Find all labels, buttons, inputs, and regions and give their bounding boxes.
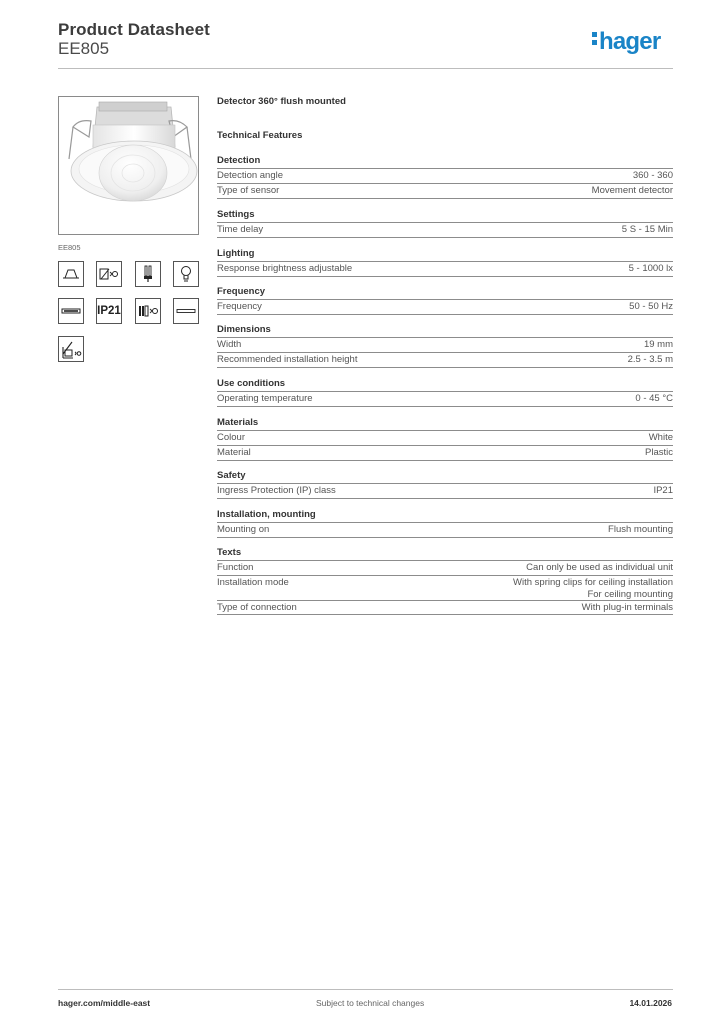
row-label: Mounting on: [217, 524, 270, 535]
table-row: [217, 600, 673, 615]
row-value: White: [648, 432, 673, 443]
technical-features-heading: Technical Features: [217, 130, 303, 141]
row-label: Ingress Protection (IP) class: [217, 485, 336, 496]
section-detection: Detection: [217, 155, 261, 166]
row-divider: [217, 460, 673, 461]
row-divider: [217, 237, 673, 238]
ceiling-mount-icon: [58, 261, 84, 287]
brand-name: hager: [599, 28, 661, 55]
row-value: Can only be used as individual unit: [526, 562, 673, 573]
section-safety: Safety: [217, 470, 246, 481]
row-value: 5 S - 15 Min: [621, 224, 673, 235]
table-row: [217, 483, 673, 499]
row-value: Movement detector: [591, 185, 673, 196]
section-texts: Texts: [217, 547, 242, 558]
row-label: Width: [217, 339, 242, 350]
motion-detector-image: [59, 97, 198, 234]
light-bulb-icon: [173, 261, 199, 287]
row-divider: [217, 198, 673, 199]
footer-date: 14.01.2026: [629, 998, 672, 1008]
row-value-line: With spring clips for ceiling installation: [513, 577, 673, 588]
row-label: Function: [217, 562, 254, 573]
row-value: Flush mounting: [608, 524, 673, 535]
section-use-conditions: Use conditions: [217, 378, 286, 389]
row-label: Recommended installation height: [217, 354, 358, 365]
adjustment-switch-icon: [58, 336, 84, 362]
product-code: EE805: [58, 39, 110, 58]
row-value: 50 - 50 Hz: [629, 301, 673, 312]
row-divider: [217, 498, 673, 499]
logo-mark-icon: [592, 27, 598, 47]
row-value-line: For ceiling mounting: [587, 589, 673, 600]
table-row: [217, 183, 673, 199]
row-value: With plug-in terminals: [581, 602, 673, 613]
row-label: Time delay: [217, 224, 264, 235]
row-value: Plastic: [645, 447, 673, 458]
table-row: [217, 299, 673, 315]
hager-logo: [592, 27, 660, 57]
table-row: [217, 560, 673, 576]
section-frequency: Frequency: [217, 286, 266, 297]
row-divider: [217, 406, 673, 407]
page-title: Product Datasheet: [58, 20, 210, 39]
motion-sensor-icon: [96, 261, 122, 287]
led-strip-icon: [58, 298, 84, 324]
row-label: Detection angle: [217, 170, 284, 181]
row-label: Colour: [217, 432, 245, 443]
row-divider: [217, 276, 673, 277]
row-value: 19 mm: [643, 339, 673, 350]
product-title: Detector 360° flush mounted: [217, 96, 346, 107]
row-label: Installation mode: [217, 577, 289, 588]
tube-lamp-icon: [173, 298, 199, 324]
ip-rating-text: IP21: [97, 305, 121, 317]
table-row: [217, 352, 673, 368]
table-row: [217, 391, 673, 407]
row-label: Frequency: [217, 301, 262, 312]
header-divider: [58, 68, 673, 69]
row-label: Type of connection: [217, 602, 297, 613]
section-installation: Installation, mounting: [217, 509, 316, 520]
row-divider: [217, 314, 673, 315]
ip-rating-badge: [96, 298, 122, 324]
table-row: [217, 575, 673, 601]
row-label: Material: [217, 447, 251, 458]
footer-website-link[interactable]: hager.com/middle-east: [58, 998, 151, 1008]
plug-in-terminal-icon: [135, 298, 161, 324]
row-value: 2.5 - 3.5 m: [627, 354, 673, 365]
table-row: [217, 445, 673, 461]
photo-caption: EE805: [58, 243, 81, 252]
row-value: 5 - 1000 lx: [628, 263, 673, 274]
table-row: [217, 168, 673, 184]
row-label: Operating temperature: [217, 393, 313, 404]
section-settings: Settings: [217, 209, 255, 220]
row-value-multiline: [513, 577, 673, 601]
row-divider: [217, 537, 673, 538]
section-lighting: Lighting: [217, 248, 255, 259]
row-value: 360 - 360: [632, 170, 673, 181]
fluorescent-lamp-icon: [135, 261, 161, 287]
section-materials: Materials: [217, 417, 259, 428]
row-value: 0 - 45 °C: [635, 393, 673, 404]
table-row: [217, 222, 673, 238]
table-row: [217, 261, 673, 277]
row-divider: [217, 367, 673, 368]
table-row: [217, 522, 673, 538]
row-divider: [217, 614, 673, 615]
footer-divider: [58, 989, 673, 990]
row-value: IP21: [653, 485, 673, 496]
section-dimensions: Dimensions: [217, 324, 271, 335]
table-row: [217, 430, 673, 446]
row-label: Type of sensor: [217, 185, 280, 196]
table-row: [217, 337, 673, 353]
footer-disclaimer: Subject to technical changes: [316, 998, 425, 1008]
product-photo: [58, 96, 199, 235]
row-label: Response brightness adjustable: [217, 263, 353, 274]
